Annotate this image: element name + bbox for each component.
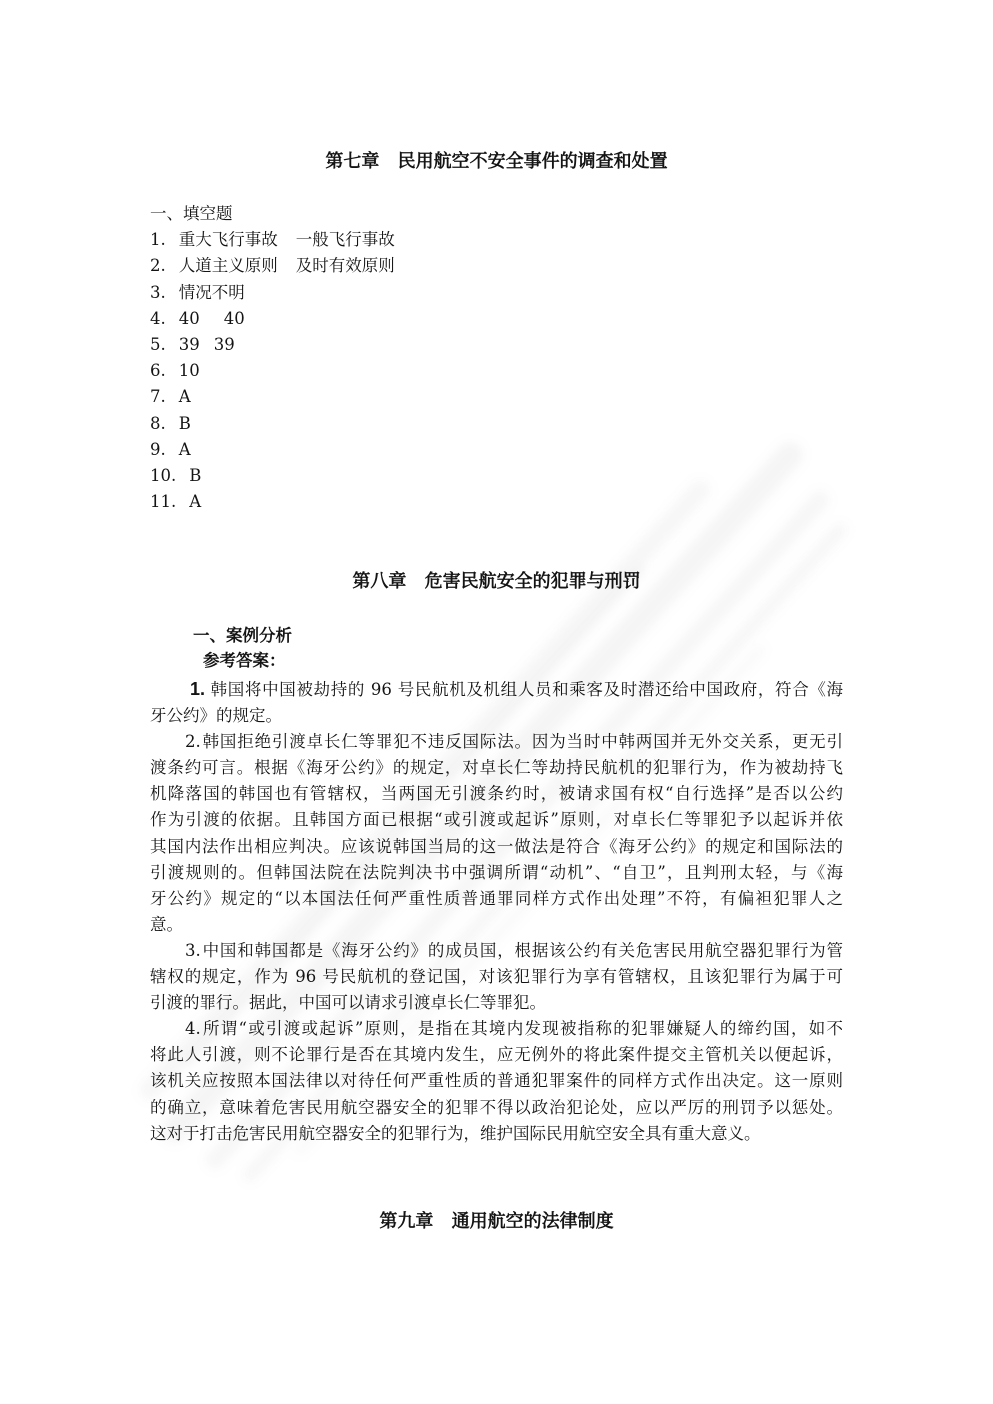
answer: 人道主义原则 — [178, 256, 278, 276]
paragraph-line: 牙公约》的规定。 — [150, 706, 282, 726]
item-number: 11. — [150, 492, 177, 512]
answer: A — [189, 492, 202, 512]
list-item — [150, 332, 395, 358]
item-number: 6. — [150, 361, 166, 381]
answer: 39 — [213, 335, 235, 355]
item-number: 3. — [150, 282, 166, 302]
paragraph-line: 辖权的规定，作为 96 号民航机的登记国，对该犯罪行为享有管辖权，且该犯罪行为属于可 — [150, 967, 843, 987]
item-number: 5. — [150, 335, 166, 355]
paragraph-line — [150, 938, 843, 964]
item-number: 4. — [150, 308, 166, 328]
answer: 及时有效原则 — [295, 256, 395, 276]
answer: 一般飞行事故 — [295, 230, 395, 250]
answer-paragraph — [150, 938, 843, 1016]
answer-heading: 参考答案： — [203, 651, 286, 670]
item-number: 10. — [150, 466, 177, 486]
paragraph-text: 所谓“或引渡或起诉”原则，是指在其境内发现被指称的犯罪嫌疑人的缔约国，如不 — [201, 1019, 843, 1039]
item-number: 8. — [150, 413, 166, 433]
paragraph-line: 将此人引渡，则不论罪行是否在其境内发生，应无例外的将此案件提交主管机关以便起诉， — [150, 1045, 843, 1065]
answer: 重大飞行事故 — [178, 230, 278, 250]
list-item — [150, 463, 395, 489]
answer: 40 — [178, 308, 200, 328]
list-item — [150, 384, 395, 410]
list-item — [150, 437, 395, 463]
list-item — [150, 489, 395, 515]
list-item — [150, 306, 395, 332]
paragraph-text: 中国和韩国都是《海牙公约》的成员国，根据该公约有关危害民用航空器犯罪行为管 — [201, 940, 843, 960]
list-item — [150, 227, 395, 253]
paragraph-line: 渡条约可言。根据《海牙公约》的规定，对卓长仁等劫持民航机的犯罪行为，作为被劫持飞 — [150, 758, 843, 778]
answer: B — [178, 413, 191, 433]
paragraph-line: 引渡的罪行。据此，中国可以请求引渡卓长仁等罪犯。 — [150, 993, 546, 1013]
paragraph-line: 机降落国的韩国也有管辖权，当两国无引渡条约时，被请求国有权“自行选择”是否以公约 — [150, 784, 843, 804]
item-number: 7. — [150, 387, 166, 407]
paragraph-line: 牙公约》规定的“以本国法任何严重性质普通罪同样方式作出处理”不符，有偏袒犯罪人之 — [150, 888, 843, 908]
paragraph-text: 韩国拒绝引渡卓长仁等罪犯不违反国际法。因为当时中韩两国并无外交关系，更无引 — [201, 732, 843, 752]
chapter-8-title: 第八章 危害民航安全的犯罪与刑罚 — [352, 571, 641, 592]
paragraph-line: 这对于打击危害民用航空器安全的犯罪行为，维护国际民用航空安全具有重大意义。 — [150, 1123, 761, 1143]
paragraph-text: 韩国将中国被劫持的 96 号民航机及机组人员和乘客及时潜还给中国政府，符合《海 — [210, 680, 843, 699]
paragraph-line: 其国内法作出相应判决。应该说韩国当局的这一做法是符合《海牙公约》的规定和国际法的 — [150, 836, 843, 856]
section-heading: 一、填空题 — [150, 204, 233, 223]
answer: 10 — [178, 361, 200, 381]
paragraph-line — [150, 729, 843, 755]
list-item — [150, 253, 395, 279]
paragraph-line: 作为引渡的依据。且韩国方面已根据“或引渡或起诉”原则，对卓长仁等罪犯予以起诉并依 — [150, 810, 843, 830]
list-item — [150, 411, 395, 437]
case-analysis-answers — [150, 676, 843, 1147]
item-number: 2. — [150, 256, 166, 276]
item-number: 1. — [150, 230, 166, 250]
answer: 39 — [178, 335, 200, 355]
chapter-7-title: 第七章 民用航空不安全事件的调查和处置 — [325, 151, 668, 172]
answer: A — [178, 439, 191, 459]
paragraph-line: 引渡规则的。但韩国法院在法院判决书中强调所谓“动机”、“自卫”，且判刑太轻，与《海 — [150, 862, 843, 882]
paragraph-line: 的确立，意味着危害民用航空器安全的犯罪不得以政治犯论处，应以严厉的刑罚予以惩处。 — [150, 1097, 843, 1117]
paragraph-number: 2. — [185, 732, 201, 752]
paragraph-line: 意。 — [150, 914, 183, 934]
paragraph-number: 4. — [185, 1019, 201, 1039]
fill-in-blank-section — [150, 201, 395, 515]
answer: 40 — [223, 308, 245, 328]
item-number: 9. — [150, 439, 166, 459]
paragraph-line — [150, 676, 843, 703]
list-item — [150, 280, 395, 306]
section-heading: 一、案例分析 — [193, 626, 292, 645]
answer: 情况不明 — [178, 282, 245, 302]
chapter-9-title: 第九章 通用航空的法律制度 — [379, 1211, 614, 1232]
paragraph-number: 3. — [185, 940, 201, 960]
paragraph-line — [150, 1016, 843, 1042]
answer: B — [189, 466, 202, 486]
answer: A — [178, 387, 191, 407]
answer-paragraph — [150, 676, 843, 729]
answer-paragraph — [150, 729, 843, 938]
paragraph-line: 该机关应按照本国法律以对待任何严重性质的普通犯罪案件的同样方式作出决定。这一原则 — [150, 1071, 843, 1091]
paragraph-number: 1. — [190, 679, 206, 699]
answer-paragraph — [150, 1016, 843, 1146]
list-item — [150, 358, 395, 384]
